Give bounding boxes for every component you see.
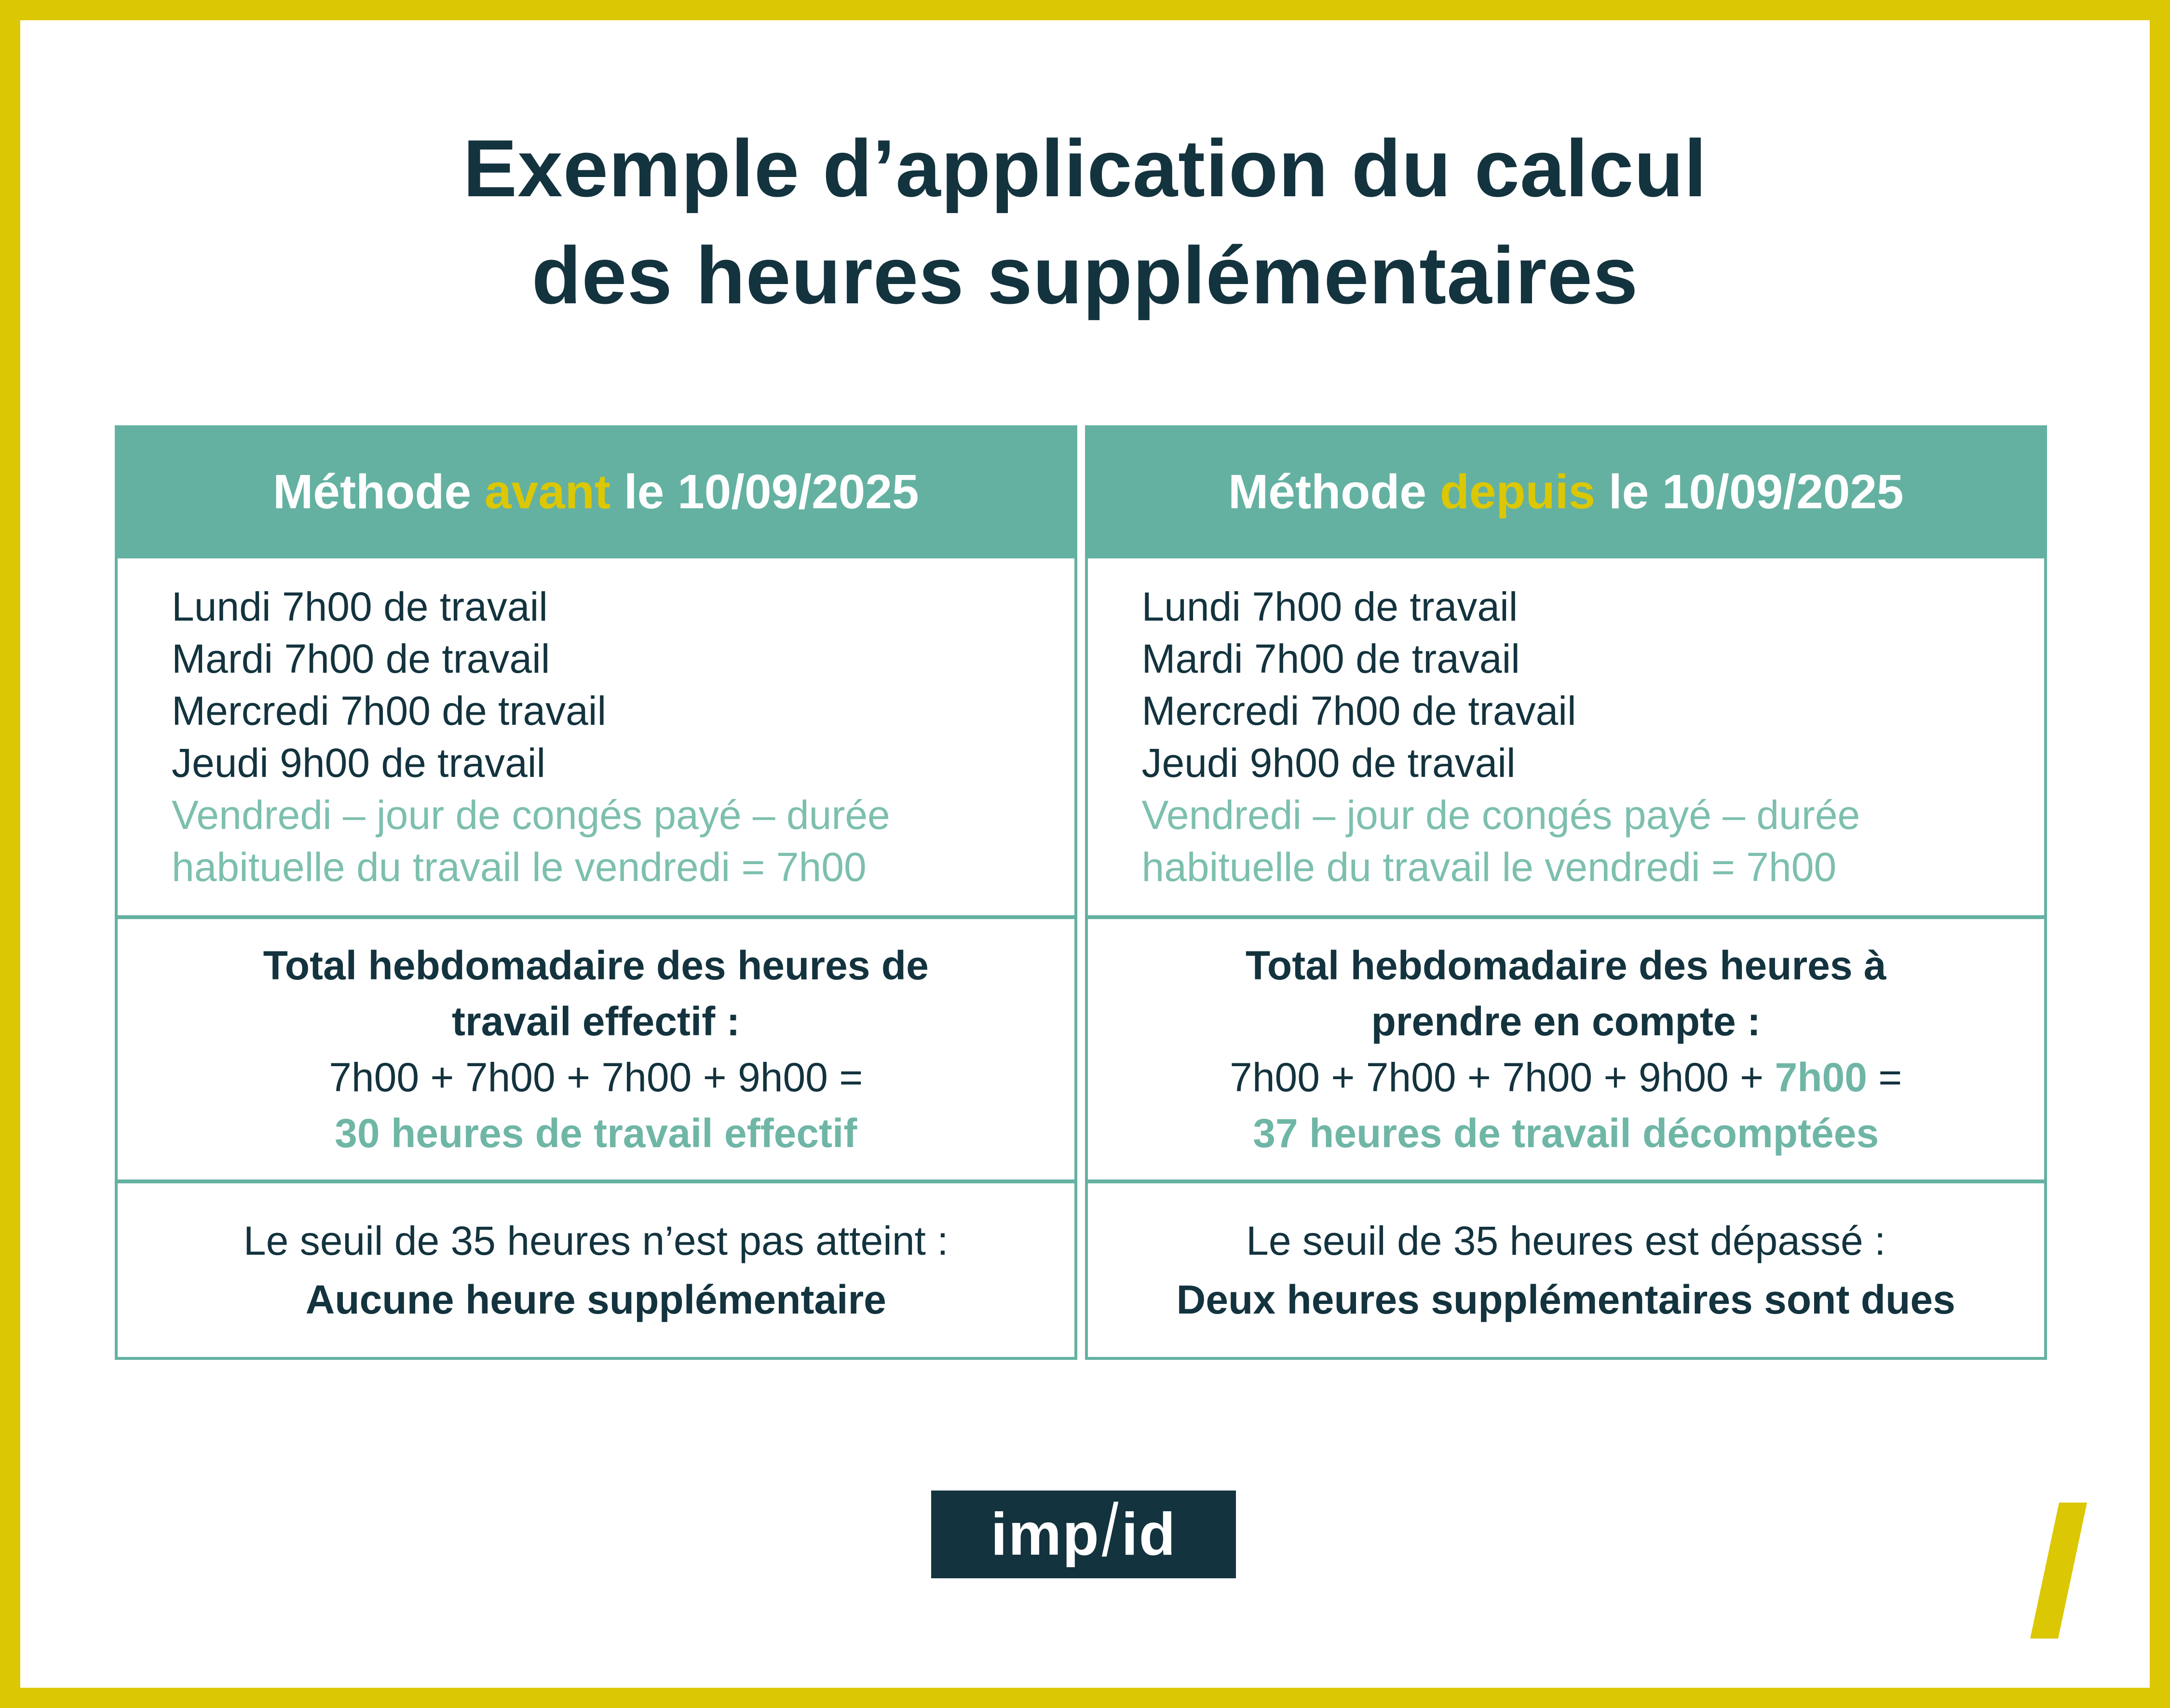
formula-post: = (1867, 1055, 1902, 1100)
column-header-before (115, 425, 1077, 558)
conclusion-line-1: Le seuil de 35 heures est dépassé : (1246, 1218, 1886, 1263)
logo-text-post: id (1121, 1501, 1177, 1568)
day-line: Mercredi 7h00 de travail (172, 688, 607, 733)
page-title (0, 115, 2170, 329)
total-heading-line-1: Total hebdomadaire des heures à (1245, 943, 1886, 988)
total-heading-line-2: prendre en compte : (1371, 999, 1761, 1044)
header-label-pre: Méthode (272, 464, 485, 519)
holiday-line-2: habituelle du travail le vendredi = 7h00 (172, 844, 867, 890)
day-line: Lundi 7h00 de travail (172, 584, 548, 629)
total-heading-line-1: Total hebdomadaire des heures de (263, 943, 929, 988)
formula-pre: 7h00 + 7h00 + 7h00 + 9h00 + (1230, 1055, 1775, 1100)
day-line: Jeudi 9h00 de travail (172, 740, 546, 786)
total-result: 30 heures de travail effectif (335, 1111, 857, 1156)
conclusion-row-after (1088, 1179, 2045, 1357)
header-highlight: avant (484, 464, 611, 519)
column-body-before (115, 558, 1077, 1360)
total-result: 37 heures de travail décomptées (1253, 1111, 1879, 1156)
conclusion-line-1: Le seuil de 35 heures n’est pas atteint : (243, 1218, 949, 1263)
total-heading-line-2: travail effectif : (451, 999, 740, 1044)
day-line: Jeudi 9h00 de travail (1141, 740, 1516, 786)
yellow-slash-decoration (2030, 1503, 2087, 1639)
conclusion-line-2: Aucune heure supplémentaire (305, 1277, 886, 1322)
day-line: Mercredi 7h00 de travail (1141, 688, 1576, 733)
page-title-line-2: des heures supplémentaires (531, 230, 1639, 321)
comparison-table (115, 425, 2047, 1360)
header-label-post: le 10/09/2025 (1595, 464, 1904, 519)
formula-highlight: 7h00 (1775, 1055, 1867, 1100)
header-highlight: depuis (1439, 464, 1596, 519)
column-body-after (1085, 558, 2048, 1360)
header-label-post: le 10/09/2025 (610, 464, 919, 519)
conclusion-row-before (118, 1179, 1074, 1357)
column-method-before (115, 425, 1077, 1360)
day-line: Mardi 7h00 de travail (1141, 636, 1520, 681)
total-row-before (118, 915, 1074, 1179)
days-row-before (118, 558, 1074, 915)
conclusion-line-2: Deux heures supplémentaires sont dues (1176, 1277, 1955, 1322)
implid-logo (931, 1491, 1236, 1578)
holiday-line-1: Vendredi – jour de congés payé – durée (1141, 792, 1860, 838)
logo-slash: / (1101, 1489, 1120, 1572)
holiday-line-2: habituelle du travail le vendredi = 7h00 (1141, 844, 1837, 890)
days-row-after (1088, 558, 2045, 915)
holiday-line-1: Vendredi – jour de congés payé – durée (172, 792, 890, 838)
day-line: Lundi 7h00 de travail (1141, 584, 1518, 629)
column-header-after (1085, 425, 2048, 558)
total-formula (137, 1049, 1055, 1105)
column-method-after (1085, 425, 2048, 1360)
day-line: Mardi 7h00 de travail (172, 636, 550, 681)
formula-pre: 7h00 + 7h00 + 7h00 + 9h00 = (329, 1055, 863, 1100)
header-label-pre: Méthode (1228, 464, 1440, 519)
page-title-line-1: Exemple d’application du calcul (463, 123, 1707, 214)
total-formula (1107, 1049, 2025, 1105)
total-row-after (1088, 915, 2045, 1179)
logo-text-pre: imp (990, 1501, 1100, 1568)
